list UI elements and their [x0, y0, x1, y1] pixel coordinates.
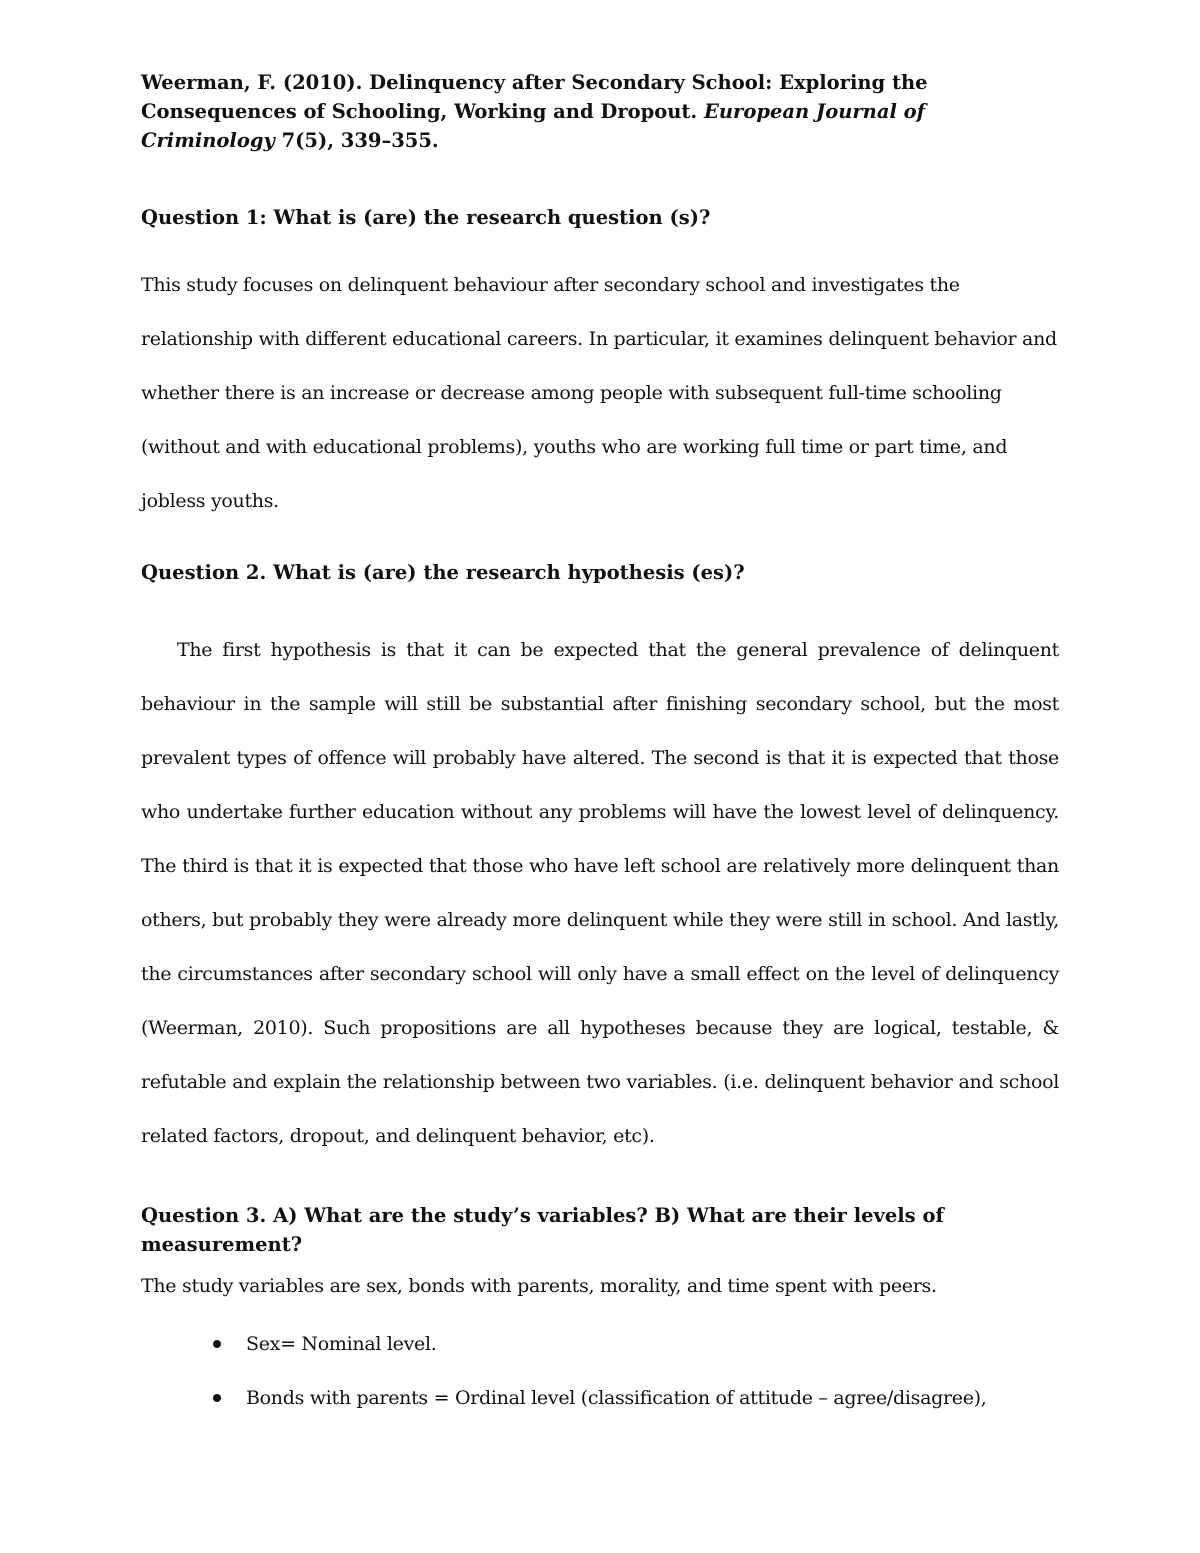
- bullet-icon: [213, 1340, 221, 1348]
- list-item: [141, 1329, 1059, 1359]
- list-item: [141, 1383, 1059, 1413]
- document-content: [141, 68, 1059, 1437]
- citation-tail: 7(5), 339–355.: [274, 129, 439, 152]
- variables-list: [141, 1329, 1059, 1413]
- list-item-text: Bonds with parents = Ordinal level (classification of attitude – agree/disagree),: [246, 1387, 987, 1409]
- citation: [141, 68, 1059, 155]
- bullet-icon: [213, 1394, 221, 1402]
- citation-journal: European Journal of Criminology: [141, 100, 926, 152]
- question-1-heading: Question 1: What is (are) the research question (s)?: [141, 206, 711, 229]
- question-1-answer: This study focuses on delinquent behaviour after secondary school and investigates the relationship with different educational careers. In particular, it examines delinquent behavior and whether there is an increase or decrease among people with subsequent full-time schooling (without and with educational problems), youths who are working full time or part time, and jobless youths.: [141, 274, 1057, 512]
- citation-main: Weerman, F. (2010). Delinquency after Secondary School: Exploring the Consequences of Schooling, Working and Dropout.: [141, 71, 928, 123]
- list-item-text: Sex= Nominal level.: [246, 1333, 437, 1355]
- question-3-heading: Question 3. A) What are the study’s variables? B) What are their levels of measurement?: [141, 1204, 944, 1256]
- question-2-answer: The first hypothesis is that it can be expected that the general prevalence of delinquent behaviour in the sample will still be substantial after finishing secondary school, but the most prevalent types of offence will probably have altered. The second is that it is expected that those who undertake further education without any problems will have the lowest level of delinquency. The third is that it is expected that those who have left school are relatively more delinquent than others, but probably they were already more delinquent while they were still in school. And lastly, the circumstances after secondary school will only have a small effect on the level of delinquency (Weerman, 2010). Such propositions are all hypotheses because they are logical, testable, & refutable and explain the relationship between two variables. (i.e. delinquent behavior and school related factors, dropout, and delinquent behavior, etc).: [141, 639, 1059, 1147]
- question-2-heading: Question 2. What is (are) the research hypothesis (es)?: [141, 561, 745, 584]
- question-3-answer: The study variables are sex, bonds with parents, morality, and time spent with peers.: [141, 1275, 937, 1297]
